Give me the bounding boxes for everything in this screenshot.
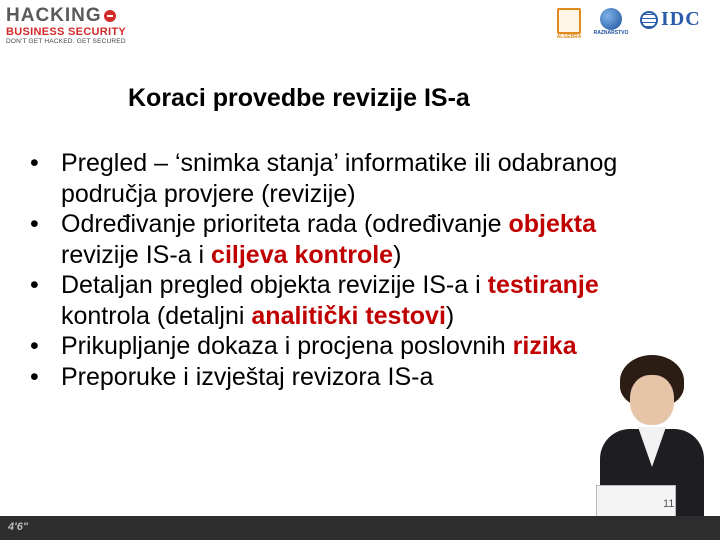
header [0,0,720,60]
list-item [24,331,654,362]
raznarstvo-label: RAZNARSTVO [593,30,629,36]
bullet-marker: • [30,271,39,299]
slide-title: Koraci provedbe revizije IS-a [128,84,470,112]
bullet-marker: • [30,332,39,360]
bullet-text: ) [393,240,402,269]
list-item [24,209,654,270]
emphasized-text: analitički testovi [251,301,446,330]
list-item [24,270,654,331]
idc-logo [640,8,716,31]
bullet-list [24,148,654,392]
footer-tag: 4'6" [8,521,29,533]
algebra-icon [557,8,581,34]
emphasized-text: objekta [508,210,597,238]
hacker-photo [580,355,720,540]
page-number: 11 [663,498,675,510]
bullet-text: Pregled – ‘snimka stanja’ informatike ili odabranog područja provjere (revizije) [61,149,618,208]
bullet-text: revizije IS-a i [61,240,212,269]
emphasized-text: ciljeva kontrole [211,240,394,269]
brand-main: HACKING [6,5,102,26]
raznarstvo-logo [592,8,630,36]
bullet-text: Detaljan pregled objekta revizije IS-a i [61,271,488,299]
idc-globe-icon [640,11,658,29]
idc-label: IDC [661,8,701,30]
bullet-text: Određivanje prioriteta rada (određivanje [61,210,509,238]
footer-bar [0,516,720,540]
bullet-marker: • [30,210,39,238]
algebra-logo [552,8,586,40]
list-item [24,148,654,209]
bullet-text: Preporuke i izvještaj revizora IS-a [61,362,434,391]
emphasized-text: rizika [512,332,577,360]
globe-icon [600,8,622,30]
emphasized-text: testiranje [487,271,599,299]
bullet-marker: • [30,149,39,177]
no-entry-icon [104,10,116,22]
bullet-text: Prikupljanje dokaza i procjena poslovnih [61,332,513,360]
brand-sub: BUSINESS SECURITY [6,26,127,38]
algebra-label: ALGEBRA [556,34,582,40]
bullet-marker: • [30,362,39,391]
hacking-business-security-logo [6,6,136,46]
bullet-text: kontrola (detaljni [61,301,252,330]
list-item [24,362,654,393]
bullet-text: ) [445,301,455,330]
brand-tagline: DON'T GET HACKED. GET SECURED [6,38,126,45]
